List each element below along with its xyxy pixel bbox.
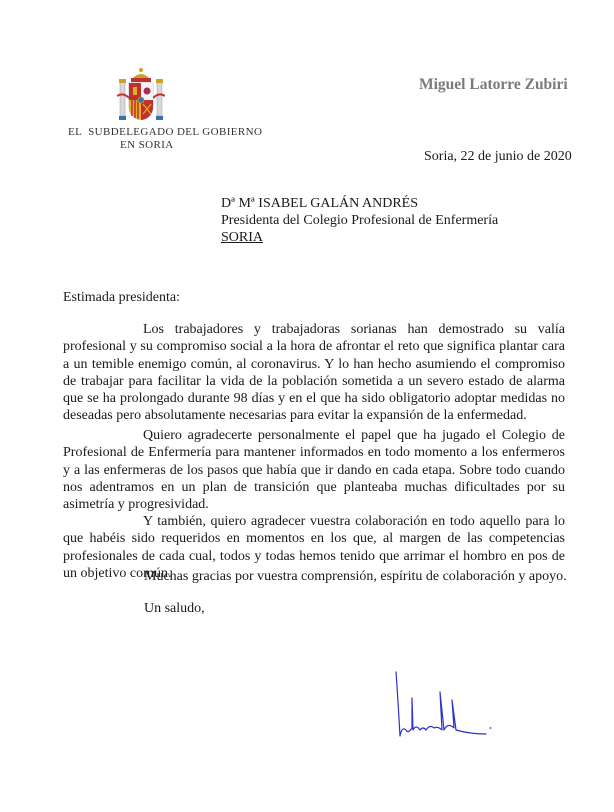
paragraph-4: Muchas gracias por vuestra comprensión, espíritu de colaboración y apoyo. (144, 569, 567, 584)
closing: Un saludo, (144, 601, 205, 616)
handwritten-signature-icon (390, 660, 500, 745)
recipient-city: SORIA (221, 230, 264, 245)
letter-date: Soria, 22 de junio de 2020 (424, 149, 572, 164)
recipient-name: Dª Mª ISABEL GALÁN ANDRÉS (221, 196, 418, 211)
institution-line-1: EL SUBDELEGADO DEL GOBIERNO (68, 126, 263, 138)
paragraph-1: Los trabajadores y trabajadoras sorianas han demostrado su valía profesional y su compromiso social a la hora de afrontar el reto que significa plantar cara a un temible enemigo común, al coronavirus. Y lo han hecho asumiendo el compromiso de trabajar para facilitar la vida de la población sometida a un severo estado de alarma que se ha prolongado durante 98 días y en el que ha sido obligatorio adoptar medidas no deseadas pero absolutamente necesarias para evitar la expansión de la enfermedad. (63, 322, 565, 424)
spanish-coat-of-arms-icon (117, 66, 165, 122)
institution-line-2: EN SORIA (120, 139, 174, 151)
recipient-title: Presidenta del Colegio Profesional de Enfermería (221, 213, 499, 228)
paragraph-3: Y también, quiero agradecer vuestra colaboración en todo aquello para lo que habéis sido requeridos en momentos en los que, al margen de las competencias profesionales de cada cual, todos y todas hemos tenido que arrimar el hombro en pos de un objetivo común. (63, 514, 565, 581)
institution-name (68, 126, 262, 152)
sender-name: Miguel Latorre Zubiri (419, 76, 568, 93)
paragraph-2: Quiero agradecerte personalmente el papel que ha jugado el Colegio de Profesional de Enfermería para mantener informados en todo momento a los enfermeros y a las enfermeras de los pasos que había que ir dando en cada etapa. Sobre todo cuando nos adentramos en un plan de transición que planteaba muchas dificultades por su asimetría y progresividad. (63, 428, 565, 513)
salutation: Estimada presidenta: (63, 290, 181, 305)
recipient-block (221, 195, 498, 246)
